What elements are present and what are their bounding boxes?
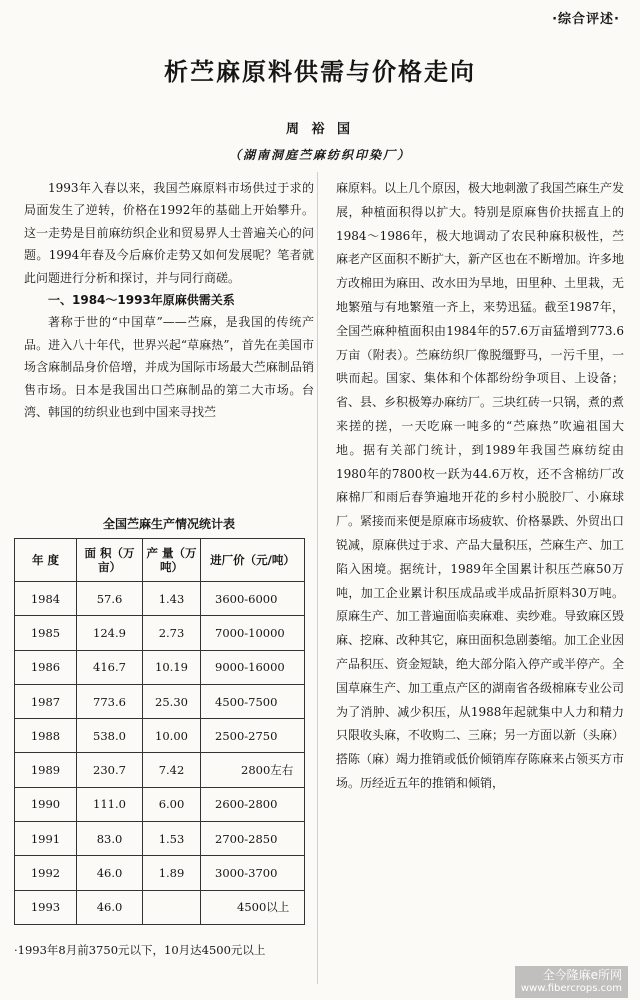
cell-price: 2800左右 bbox=[201, 753, 305, 787]
cell-year: 1987 bbox=[15, 684, 77, 718]
table-row bbox=[15, 719, 305, 753]
cell-output: 1.89 bbox=[143, 856, 201, 890]
table-row bbox=[15, 890, 305, 924]
site-watermark bbox=[515, 966, 628, 998]
cell-price: 3600-6000 bbox=[201, 582, 305, 616]
cell-area: 773.6 bbox=[77, 684, 143, 718]
body-paragraph: 麻原料。以上几个原因，极大地刺激了我国苎麻生产发展，种植面积得以扩大。特别是原麻售价扶摇直上的1984～1986年，极大地调动了农民种麻积极性，苎麻老产区面积不断扩大，新产区也在不断增加。许多地方改棉田为麻田、改水田为旱地，田里种、土里栽，无地繁殖与有地繁殖一齐上，来势迅猛。截至1987年，全国苎麻种植面积由1984年的57.6万亩猛增到773.6万亩（附表）。苎麻纺织厂像脱缰野马，一污千里，一哄而起。国家、集体和个体都纷纷争项目、上设备；省、县、乡积极筹办麻纺厂。三块红砖一只锅，煮的煮来搓的搓，一天吃麻一吨多的“苎麻热”吹遍祖国大地。据有关部门统计，到1989年我国苎麻纺绽由1980年的7800枚一跃为44.6万枚，还不含棉纺厂改麻棉厂和雨后春笋遍地开花的乡村小脱胶厂、小麻球厂。紧接而来便是原麻市场疲软、价格暴跌、外贸出口锐减，原麻供过于求、产品大量积压，苎麻生产、加工陷入困境。据统计，1989年全国累计积压苎麻50万吨，加工企业累计积压成品或半成品折原料30万吨。原麻生产、加工普遍面临卖麻难、卖纱难。导致麻区毁麻、挖麻、改种其它，麻田面积急剧萎缩。加工企业因产品积压、资金短缺，绝大部分陷入停产或半停产。全国草麻生产、加工重点产区的湖南省各级棉麻专业公司为了消肿、减少积压，从1988年起就集中人力和精力只限收头麻，不收购二、三麻；另一方面以新（头麻）搭陈（麻）竭力推销或低价倾销库存陈麻来占领买方市场。历经近五年的推销和倾销， bbox=[336, 181, 625, 790]
cell-year: 1989 bbox=[15, 753, 77, 787]
watermark-text: 全今隆麻e所网 bbox=[542, 968, 622, 982]
cell-output: 25.30 bbox=[143, 684, 201, 718]
cell-year: 1984 bbox=[15, 582, 77, 616]
header-price: 进厂价（元/吨） bbox=[201, 539, 305, 582]
cell-price: 2700-2850 bbox=[201, 822, 305, 856]
table-footnote: ·1993年8月前3750元以下，10月达4500元以上 bbox=[14, 943, 266, 957]
cell-year: 1986 bbox=[15, 650, 77, 684]
cell-area: 57.6 bbox=[77, 582, 143, 616]
cell-output: 6.00 bbox=[143, 787, 201, 821]
cell-year: 1990 bbox=[15, 787, 77, 821]
header-output: 产 量（万吨） bbox=[143, 539, 201, 582]
cell-output: 10.00 bbox=[143, 719, 201, 753]
table-row bbox=[15, 822, 305, 856]
author-name: 周 裕 国 bbox=[285, 122, 355, 137]
cell-output bbox=[143, 890, 201, 924]
cell-year: 1988 bbox=[15, 719, 77, 753]
table-caption: 全国苎麻生产情况统计表 bbox=[102, 517, 235, 531]
cell-area: 83.0 bbox=[77, 822, 143, 856]
table-row bbox=[15, 787, 305, 821]
table-row bbox=[15, 650, 305, 684]
cell-price: 4500以上 bbox=[201, 890, 305, 924]
table-row bbox=[15, 856, 305, 890]
table-row bbox=[15, 582, 305, 616]
article-title: 析苎麻原料供需与价格走向 bbox=[164, 58, 476, 86]
intro-paragraph: 1993年入春以来，我国苎麻原料市场供过于求的局面发生了逆转，价格在1992年的基础上开始攀升。这一走势是目前麻纺织企业和贸易界人士普遍关心的问题。1994年春及今后麻价走势又如何发展呢？笔者就此问题进行分析和探讨，并与同行商磋。 bbox=[24, 181, 314, 285]
cell-area: 538.0 bbox=[77, 719, 143, 753]
header-area: 面 积（万亩） bbox=[77, 539, 143, 582]
header-year: 年 度 bbox=[15, 539, 77, 582]
section-tag: ·综合评述· bbox=[552, 12, 620, 27]
cell-price: 2600-2800 bbox=[201, 787, 305, 821]
table-row bbox=[15, 753, 305, 787]
cell-output: 7.42 bbox=[143, 753, 201, 787]
cell-area: 230.7 bbox=[77, 753, 143, 787]
cell-output: 1.43 bbox=[143, 582, 201, 616]
cell-output: 2.73 bbox=[143, 616, 201, 650]
cell-output: 1.53 bbox=[143, 822, 201, 856]
cell-price: 2500-2750 bbox=[201, 719, 305, 753]
watermark-url: www.fibercrops.com bbox=[520, 983, 622, 994]
cell-price: 4500-7500 bbox=[201, 684, 305, 718]
table-header-row bbox=[15, 539, 305, 582]
cell-area: 46.0 bbox=[77, 856, 143, 890]
cell-price: 3000-3700 bbox=[201, 856, 305, 890]
cell-year: 1993 bbox=[15, 890, 77, 924]
cell-year: 1991 bbox=[15, 822, 77, 856]
cell-area: 416.7 bbox=[77, 650, 143, 684]
cell-price: 7000-10000 bbox=[201, 616, 305, 650]
section-heading: 一、1984～1993年原麻供需关系 bbox=[48, 293, 235, 308]
cell-price: 9000-16000 bbox=[201, 650, 305, 684]
table-row bbox=[15, 616, 305, 650]
column-divider bbox=[317, 172, 318, 984]
cell-year: 1985 bbox=[15, 616, 77, 650]
cell-area: 46.0 bbox=[77, 890, 143, 924]
cell-area: 124.9 bbox=[77, 616, 143, 650]
cell-area: 111.0 bbox=[77, 787, 143, 821]
left-column bbox=[24, 177, 314, 423]
ramie-statistics-table bbox=[14, 538, 305, 925]
cell-year: 1992 bbox=[15, 856, 77, 890]
cell-output: 10.19 bbox=[143, 650, 201, 684]
body-paragraph: 著称于世的“中国草”——苎麻，是我国的传统产品。进入八十年代，世界兴起“草麻热”，首先在美国市场含麻制品身价倍增，并成为国际市场最大苎麻制品销售市场。日本是我国出口苎麻制品的第二大市场。台湾、韩国的纺织业也到中国来寻找苎 bbox=[24, 315, 314, 420]
author-affiliation: （湖南洞庭苎麻纺织印染厂） bbox=[228, 148, 411, 162]
table-row bbox=[15, 684, 305, 718]
right-column bbox=[336, 177, 624, 796]
